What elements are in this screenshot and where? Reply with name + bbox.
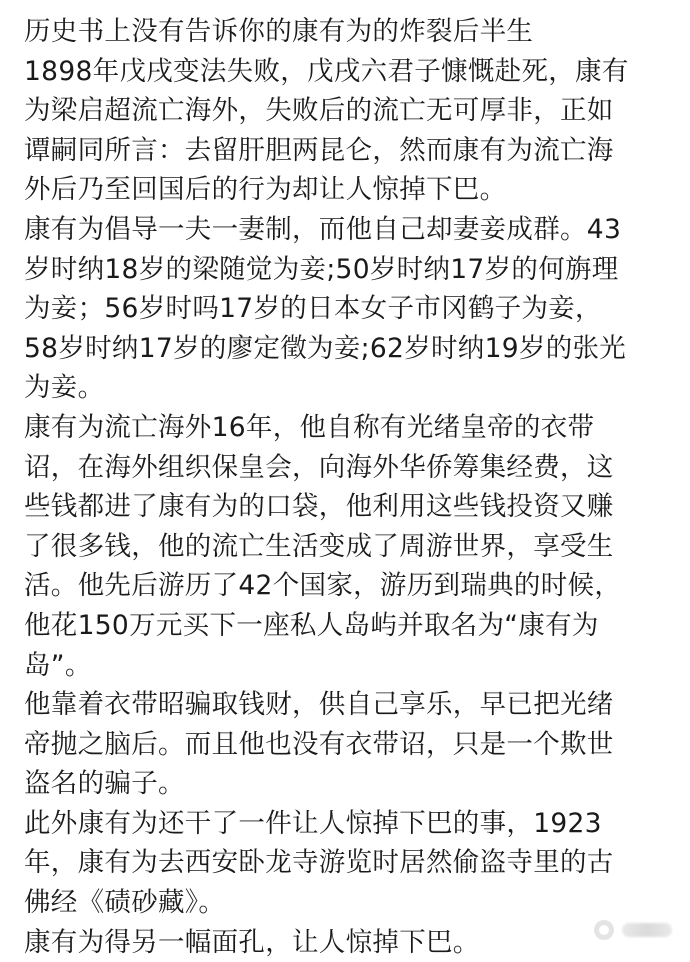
post-title: 历史书上没有告诉你的康有为的炸裂后半生: [24, 16, 534, 47]
paragraph: 康有为倡导一夫一妻制，而他自己却妻妾成群。43 岁时纳18岁的梁随觉为妾;50岁时纳17岁的何旃理 为妾；56岁时吗17岁的日本女子市冈鹤子为妾， 58岁时纳17岁的廖定徵为妾;62岁时纳19岁的张光 为妾。: [24, 213, 627, 404]
post-body: [24, 12, 670, 962]
watermark-text-blur: [622, 923, 672, 937]
paragraph: 康有为得另一幅面孔，让人惊掉下巴。: [24, 926, 480, 958]
paragraph: 1898年戊戌变法失败，戊戌六君子慷慨赴死，康有 为梁启超流亡海外，失败后的流亡无可厚非，正如 谭嗣同所言：去留肝胆两昆仑，然而康有为流亡海 外后乃至回国后的行为却让人惊掉下巴。: [24, 55, 629, 206]
watermark: [594, 920, 672, 940]
weibo-logo-icon: [594, 920, 614, 940]
paragraph: 康有为流亡海外16年，他自称有光绪皇帝的衣带 诏，在海外组织保皇会，向海外华侨筹集经费，这 些钱都进了康有为的口袋，他利用这些钱投资又赚 了很多钱，他的流亡生活变成了周游世界，享受生 活。他先后游历了42个国家，游历到瑞典的时候， 他花150万元买下一座私人岛屿并取名为“康有为 岛”。: [24, 411, 622, 681]
paragraph: 他靠着衣带昭骗取钱财，供自己享乐，早已把光绪 帝抛之脑后。而且他也没有衣带诏，只是一个欺世 盗名的骗子。: [24, 689, 614, 800]
paragraph: 此外康有为还干了一件让人惊掉下巴的事，1923 年，康有为去西安卧龙寺游览时居然偷盗寺里的古 佛经《碛砂藏》。: [24, 807, 614, 919]
